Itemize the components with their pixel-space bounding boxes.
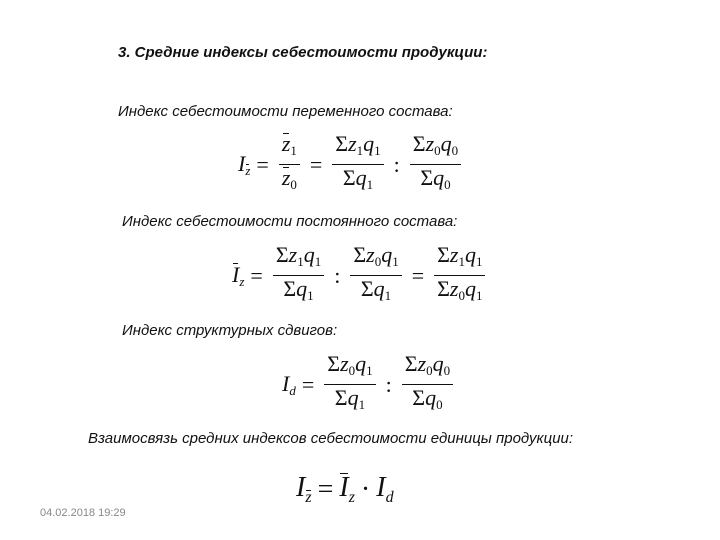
equals-sign: = [250, 262, 263, 288]
colon-sign: : [385, 371, 392, 397]
timestamp: 04.02.2018 19:29 [40, 507, 126, 519]
index-fixed-symbol: $I_z$ [339, 472, 355, 506]
index-symbol: $I_z$ [232, 261, 245, 289]
index-structural-symbol: $I_d$ [376, 472, 394, 506]
relation-label: Взаимосвязь средних индексов себестоимости единицы продукции: [88, 430, 574, 447]
index-symbol: $I_d$ [282, 370, 296, 398]
index-symbol: $I_z$ [238, 150, 251, 178]
fraction-z1q1-q1: $\frac{\Sigma z_1q_1}{\Sigma q_1}$ [273, 243, 324, 308]
colon-sign: : [393, 151, 400, 177]
fraction-z0q0-q0: $\frac{\Sigma z_0q_0}{\Sigma q_0}$ [402, 352, 453, 417]
fraction-z1q1-z0q1: $\frac{\Sigma z_1q_1}{\Sigma z_0q_1}$ [434, 243, 485, 308]
fixed-composition-formula [232, 243, 489, 308]
structural-shift-label: Индекс структурных сдвигов: [122, 322, 338, 339]
index-variable-symbol: $I_z$ [296, 472, 312, 506]
colon-sign: : [334, 262, 341, 288]
equals-sign: = [301, 371, 315, 397]
fraction-z0q1-q1: $\frac{\Sigma z_0q_1}{\Sigma q_1}$ [350, 243, 401, 308]
variable-composition-label: Индекс себестоимости переменного состава: [118, 103, 453, 120]
variable-composition-formula [238, 132, 465, 197]
equals-sign: = [309, 151, 323, 177]
structural-shift-formula [282, 352, 457, 417]
fraction-z1q1-q1: $\frac{\Sigma z_1q_1}{\Sigma q_1}$ [332, 132, 383, 197]
fraction-z0q1-q1: $\frac{\Sigma z_0q_1}{\Sigma q_1}$ [324, 352, 375, 417]
fixed-composition-label: Индекс себестоимости постоянного состава: [122, 213, 458, 230]
equals-sign: = [411, 262, 425, 288]
multiply-dot: · [360, 473, 371, 505]
relation-formula [296, 472, 394, 507]
fraction-z0q0-q0: $\frac{\Sigma z_0q_0}{\Sigma q_0}$ [410, 132, 461, 197]
fraction-mean-z: $\frac{z_1}{z_0}$ [279, 132, 300, 197]
page-title: 3. Средние индексы себестоимости продукции: [118, 44, 488, 61]
equals-sign: = [256, 151, 269, 177]
equals-sign: = [317, 473, 334, 505]
